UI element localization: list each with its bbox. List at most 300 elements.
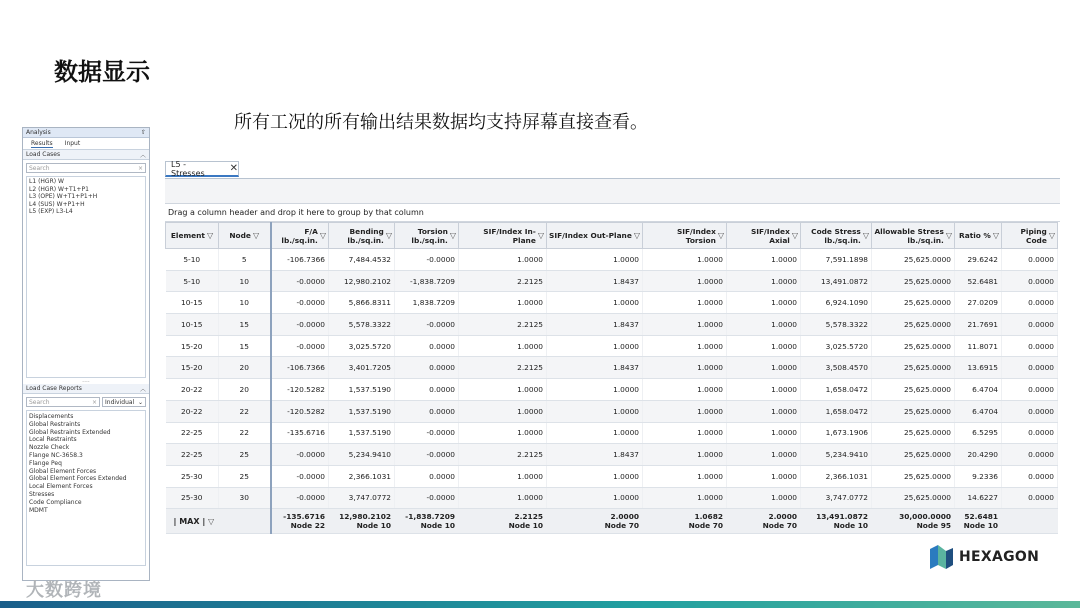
- table-cell: 3,747.0772: [329, 487, 395, 509]
- document-tab-strip: [165, 161, 1060, 179]
- table-cell: 1.0000: [459, 379, 547, 401]
- tab-label: L5 - Stresses: [171, 159, 205, 178]
- table-cell: 1.0000: [727, 357, 801, 379]
- clear-icon[interactable]: ×: [137, 164, 143, 172]
- max-value: 1.0682: [694, 512, 723, 522]
- filter-icon[interactable]: ▽: [717, 231, 724, 240]
- table-cell: -1,838.7209: [395, 270, 459, 292]
- table-cell: 25-30: [166, 465, 219, 487]
- table-cell: 0.0000: [1002, 465, 1058, 487]
- filter-icon[interactable]: ▽: [945, 231, 952, 240]
- filter-icon[interactable]: ▽: [992, 231, 999, 240]
- chevron-down-icon: ⌄: [137, 398, 143, 406]
- table-cell: 22-25: [166, 444, 219, 466]
- max-cell: [547, 509, 643, 534]
- max-node: Node 22: [290, 521, 325, 531]
- column-header-label: Code Stress: [811, 226, 861, 236]
- collapse-icon[interactable]: ︿: [139, 386, 146, 393]
- max-value: -1,838.7209: [405, 512, 455, 522]
- table-cell: 1.0000: [727, 314, 801, 336]
- table-cell: 1.0000: [459, 335, 547, 357]
- column-header-unit: lb./sq.in.: [411, 235, 448, 245]
- table-cell: 1.8437: [547, 314, 643, 336]
- tab-results[interactable]: Results: [31, 139, 53, 147]
- table-cell: 1.0000: [727, 335, 801, 357]
- filter-icon[interactable]: ▽: [537, 231, 544, 240]
- table-cell: 25,625.0000: [872, 444, 955, 466]
- table-cell: 5-10: [166, 249, 219, 271]
- column-header-unit: lb./sq.in.: [824, 235, 861, 245]
- reports-search-row: [26, 397, 146, 407]
- list-item[interactable]: Stresses: [29, 490, 55, 498]
- table-cell: 1.0000: [643, 444, 727, 466]
- table-cell: 0.0000: [395, 357, 459, 379]
- table-cell: 1.0000: [727, 292, 801, 314]
- table-cell: 9.2336: [955, 465, 1002, 487]
- table-cell: 0.0000: [395, 400, 459, 422]
- table-cell: 0.0000: [1002, 379, 1058, 401]
- table-cell: 1.0000: [547, 400, 643, 422]
- load-cases-header[interactable]: [23, 150, 149, 160]
- table-cell: 25,625.0000: [872, 270, 955, 292]
- reports-mode-value: Individual: [105, 398, 135, 406]
- table-cell: 25,625.0000: [872, 314, 955, 336]
- max-label: | MAX |: [173, 516, 206, 526]
- table-cell: 1,673.1906: [801, 422, 872, 444]
- column-header-label: SIF/Index Torsion: [676, 226, 716, 245]
- max-value: 2.2125: [514, 512, 543, 522]
- table-cell: 1.0000: [643, 357, 727, 379]
- table-cell: 25,625.0000: [872, 487, 955, 509]
- list-item[interactable]: L4 (SUS) W+P1+H: [29, 200, 85, 208]
- column-header[interactable]: [271, 223, 329, 249]
- max-cell: [955, 509, 1002, 534]
- max-cell: [872, 509, 955, 534]
- table-cell: -0.0000: [395, 422, 459, 444]
- table-cell: 15: [219, 335, 271, 357]
- table-row[interactable]: [166, 292, 1058, 314]
- table-cell: 6.5295: [955, 422, 1002, 444]
- load-cases-search-input[interactable]: [26, 163, 146, 173]
- list-item[interactable]: L5 (EXP) L3-L4: [29, 208, 73, 215]
- filter-icon[interactable]: ▽: [633, 231, 640, 240]
- column-header[interactable]: [219, 223, 271, 249]
- table-cell: -0.0000: [271, 487, 329, 509]
- table-cell: -106.7366: [271, 357, 329, 379]
- table-cell: 1.0000: [459, 292, 547, 314]
- filter-icon[interactable]: ▽: [791, 231, 798, 240]
- list-item[interactable]: Local Element Forces: [29, 483, 93, 491]
- table-cell: 7,484.4532: [329, 249, 395, 271]
- list-item[interactable]: Flange NC-3658.3: [29, 451, 83, 459]
- filter-icon[interactable]: ▽: [206, 231, 214, 240]
- table-row[interactable]: [166, 249, 1058, 271]
- list-item[interactable]: L3 (OPE) W+T1+P1+H: [29, 193, 98, 200]
- table-cell: 1.0000: [727, 400, 801, 422]
- table-cell: 2,366.1031: [329, 465, 395, 487]
- column-header-label: Node: [229, 231, 251, 240]
- table-cell: 25,625.0000: [872, 292, 955, 314]
- table-row[interactable]: [166, 444, 1058, 466]
- filter-icon[interactable]: ▽: [252, 231, 260, 240]
- max-node: Node 70: [688, 521, 723, 531]
- table-cell: 25,625.0000: [872, 422, 955, 444]
- table-cell: 1.0000: [547, 379, 643, 401]
- column-header-unit: lb./sq.in.: [281, 235, 318, 245]
- table-row[interactable]: [166, 270, 1058, 292]
- table-cell: 10: [219, 292, 271, 314]
- table-cell: -0.0000: [395, 249, 459, 271]
- max-cell: [643, 509, 727, 534]
- table-row[interactable]: [166, 400, 1058, 422]
- group-by-panel[interactable]: Drag a column header and drop it here to group by that column: [165, 204, 1060, 222]
- hexagon-logo-icon: [928, 545, 954, 569]
- list-item[interactable]: Global Restraints: [29, 420, 81, 428]
- logo-text: HEXAGON: [959, 549, 1040, 565]
- max-value: -135.6716: [283, 512, 325, 522]
- table-cell: 1.0000: [459, 249, 547, 271]
- column-header-label: Piping Code: [1020, 226, 1047, 245]
- table-cell: 0.0000: [395, 379, 459, 401]
- table-cell: -0.0000: [271, 465, 329, 487]
- table-cell: 21.7691: [955, 314, 1002, 336]
- table-cell: 1.0000: [727, 487, 801, 509]
- list-item[interactable]: Global Restraints Extended: [29, 428, 111, 436]
- table-cell: 1.0000: [459, 487, 547, 509]
- table-cell: 3,025.5720: [329, 335, 395, 357]
- column-header-unit: lb./sq.in.: [907, 235, 944, 245]
- tab-input[interactable]: Input: [64, 140, 81, 147]
- table-cell: 25,625.0000: [872, 335, 955, 357]
- table-cell: 1.0000: [547, 422, 643, 444]
- table-cell: 6,924.1090: [801, 292, 872, 314]
- list-item[interactable]: L2 (HGR) W+T1+P1: [29, 185, 89, 193]
- table-cell: 25: [219, 444, 271, 466]
- table-cell: 2.2125: [459, 270, 547, 292]
- table-cell: 0.0000: [1002, 487, 1058, 509]
- table-cell: -0.0000: [395, 314, 459, 336]
- table-cell: 10-15: [166, 292, 219, 314]
- max-cell: [727, 509, 801, 534]
- table-cell: 27.0209: [955, 292, 1002, 314]
- column-header[interactable]: [1002, 223, 1058, 249]
- max-label-cell: [166, 509, 271, 534]
- table-cell: 29.6242: [955, 249, 1002, 271]
- table-cell: 5,578.3322: [801, 314, 872, 336]
- max-node: Node 10: [356, 521, 391, 531]
- column-header-unit: lb./sq.in.: [347, 235, 384, 245]
- table-row[interactable]: [166, 422, 1058, 444]
- table-row[interactable]: [166, 465, 1058, 487]
- max-cell: [329, 509, 395, 534]
- table-cell: 1.8437: [547, 270, 643, 292]
- column-header-label: Bending: [349, 226, 384, 236]
- table-cell: -0.0000: [271, 314, 329, 336]
- table-cell: 6.4704: [955, 400, 1002, 422]
- table-cell: 14.6227: [955, 487, 1002, 509]
- stress-table: [165, 222, 1058, 534]
- column-header[interactable]: [329, 223, 395, 249]
- table-row[interactable]: [166, 335, 1058, 357]
- max-node: Node 10: [963, 521, 998, 531]
- list-item[interactable]: L1 (HGR) W: [29, 178, 64, 185]
- list-item[interactable]: Global Element Forces Extended: [29, 475, 127, 483]
- table-cell: 11.8071: [955, 335, 1002, 357]
- table-cell: 5,578.3322: [329, 314, 395, 336]
- load-cases-label: Load Cases: [26, 151, 61, 158]
- table-cell: 0.0000: [1002, 400, 1058, 422]
- table-cell: 0.0000: [1002, 422, 1058, 444]
- table-cell: 10: [219, 270, 271, 292]
- table-cell: 1.0000: [643, 270, 727, 292]
- table-cell: 10-15: [166, 314, 219, 336]
- table-cell: 1.0000: [643, 487, 727, 509]
- max-cell: [1002, 509, 1058, 534]
- table-cell: 1.0000: [727, 249, 801, 271]
- table-cell: -0.0000: [271, 292, 329, 314]
- table-cell: 2.2125: [459, 314, 547, 336]
- column-header-label: SIF/Index Axial: [750, 226, 790, 245]
- table-cell: 5,234.9410: [801, 444, 872, 466]
- column-header[interactable]: [955, 223, 1002, 249]
- list-item[interactable]: Nozzle Check: [29, 444, 70, 452]
- column-header-label: Torsion: [417, 226, 448, 236]
- table-cell: 52.6481: [955, 270, 1002, 292]
- table-cell: 1.0000: [459, 465, 547, 487]
- column-header[interactable]: [872, 223, 955, 249]
- filter-icon[interactable]: ▽: [1048, 231, 1055, 240]
- column-header[interactable]: [801, 223, 872, 249]
- filter-icon[interactable]: ▽: [862, 231, 869, 240]
- table-cell: 0.0000: [1002, 444, 1058, 466]
- table-cell: 2,366.1031: [801, 465, 872, 487]
- table-cell: 22: [219, 400, 271, 422]
- table-cell: 2.2125: [459, 357, 547, 379]
- table-cell: 1.0000: [727, 422, 801, 444]
- collapse-icon[interactable]: ︿: [139, 152, 146, 159]
- bottom-accent-bar: [0, 601, 1080, 608]
- list-item[interactable]: Code Compliance: [29, 498, 82, 506]
- table-cell: 20: [219, 357, 271, 379]
- table-cell: 1.0000: [727, 465, 801, 487]
- close-icon[interactable]: ✕: [229, 163, 238, 174]
- table-cell: 5,234.9410: [329, 444, 395, 466]
- table-cell: 1.0000: [727, 270, 801, 292]
- filter-icon[interactable]: ▽: [449, 231, 456, 240]
- column-header-label: SIF/Index Out-Plane: [549, 231, 632, 240]
- table-cell: 30: [219, 487, 271, 509]
- table-cell: 1.0000: [643, 465, 727, 487]
- column-header[interactable]: [547, 223, 643, 249]
- list-item[interactable]: Flange Peq: [29, 459, 62, 467]
- table-cell: 1.0000: [547, 487, 643, 509]
- table-cell: 0.0000: [395, 465, 459, 487]
- table-cell: 0.0000: [1002, 357, 1058, 379]
- table-cell: 1.0000: [643, 379, 727, 401]
- table-cell: 1.0000: [547, 465, 643, 487]
- table-cell: 3,401.7205: [329, 357, 395, 379]
- pin-icon[interactable]: ⇧: [140, 129, 146, 136]
- table-cell: 7,591.1898: [801, 249, 872, 271]
- table-cell: 13.6915: [955, 357, 1002, 379]
- table-row[interactable]: [166, 379, 1058, 401]
- table-cell: -0.0000: [271, 444, 329, 466]
- splitter-handle[interactable]: ....: [82, 377, 90, 384]
- table-cell: 6.4704: [955, 379, 1002, 401]
- list-item[interactable]: Local Restraints: [29, 436, 77, 444]
- watermark: 大数跨境: [26, 580, 102, 601]
- table-cell: 0.0000: [1002, 270, 1058, 292]
- max-summary-row: [166, 509, 1058, 534]
- list-item[interactable]: Global Element Forces: [29, 467, 97, 475]
- reports-list: [26, 410, 146, 566]
- reports-search-input[interactable]: [26, 397, 100, 407]
- table-cell: 22: [219, 422, 271, 444]
- table-row[interactable]: [166, 314, 1058, 336]
- column-header[interactable]: [395, 223, 459, 249]
- max-node: Node 70: [604, 521, 639, 531]
- column-header-label: Element: [170, 231, 205, 240]
- list-item[interactable]: Displacements: [29, 413, 74, 420]
- table-cell: 0.0000: [395, 335, 459, 357]
- table-cell: 1.0000: [643, 335, 727, 357]
- table-cell: 5-10: [166, 270, 219, 292]
- table-cell: -0.0000: [395, 487, 459, 509]
- max-cell: [801, 509, 872, 534]
- table-cell: 1.0000: [547, 335, 643, 357]
- analysis-panel-title: Analysis: [26, 129, 51, 136]
- filter-icon[interactable]: ▽: [385, 231, 392, 240]
- column-header[interactable]: [166, 223, 219, 249]
- max-value: 2.0000: [768, 512, 797, 522]
- reports-header[interactable]: [23, 384, 149, 394]
- table-cell: 20: [219, 379, 271, 401]
- max-value: 12,980.2102: [339, 512, 391, 522]
- table-cell: 15: [219, 314, 271, 336]
- table-cell: 15-20: [166, 335, 219, 357]
- max-node: Node 10: [508, 521, 543, 531]
- max-cell: [395, 509, 459, 534]
- tab-l5-stresses[interactable]: [165, 161, 239, 177]
- slide-title: 数据显示: [54, 58, 150, 86]
- table-cell: 0.0000: [1002, 314, 1058, 336]
- table-cell: 1.0000: [727, 379, 801, 401]
- analysis-panel-header: [23, 128, 149, 138]
- table-cell: 1.0000: [643, 400, 727, 422]
- column-header[interactable]: [459, 223, 547, 249]
- table-cell: 0.0000: [1002, 292, 1058, 314]
- table-cell: -120.5282: [271, 379, 329, 401]
- table-cell: 1.8437: [547, 444, 643, 466]
- table-cell: 20-22: [166, 400, 219, 422]
- table-cell: 3,747.0772: [801, 487, 872, 509]
- filter-icon[interactable]: ▽: [205, 516, 215, 526]
- table-cell: 5,866.8311: [329, 292, 395, 314]
- table-cell: 12,980.2102: [329, 270, 395, 292]
- table-cell: 1.0000: [643, 422, 727, 444]
- slide-subtitle: 所有工况的所有输出结果数据均支持屏幕直接查看。: [234, 112, 648, 133]
- column-header-label: Allowable Stress: [874, 226, 944, 236]
- table-row[interactable]: [166, 357, 1058, 379]
- table-cell: 1.0000: [727, 444, 801, 466]
- table-cell: -120.5282: [271, 400, 329, 422]
- max-value: 2.0000: [610, 512, 639, 522]
- table-cell: 1.0000: [643, 249, 727, 271]
- table-cell: -106.7366: [271, 249, 329, 271]
- column-header-label: Ratio %: [959, 231, 991, 240]
- toolbar-area: [165, 179, 1060, 204]
- table-cell: 25,625.0000: [872, 357, 955, 379]
- column-header[interactable]: [727, 223, 801, 249]
- table-cell: 25,625.0000: [872, 465, 955, 487]
- load-cases-list: [26, 176, 146, 378]
- table-cell: 5: [219, 249, 271, 271]
- analysis-panel: [22, 127, 150, 581]
- max-cell: [459, 509, 547, 534]
- table-cell: 20.4290: [955, 444, 1002, 466]
- filter-icon[interactable]: ▽: [319, 231, 326, 240]
- table-cell: 20-22: [166, 379, 219, 401]
- table-cell: 1,537.5190: [329, 422, 395, 444]
- table-cell: 0.0000: [1002, 335, 1058, 357]
- table-cell: -0.0000: [271, 270, 329, 292]
- max-cell: [271, 509, 329, 534]
- table-row[interactable]: [166, 487, 1058, 509]
- table-cell: 1,838.7209: [395, 292, 459, 314]
- clear-icon[interactable]: ×: [91, 398, 97, 406]
- table-cell: 25-30: [166, 487, 219, 509]
- max-node: Node 10: [833, 521, 868, 531]
- table-cell: -0.0000: [395, 444, 459, 466]
- table-cell: 0.0000: [1002, 249, 1058, 271]
- stresses-window: [165, 161, 1060, 531]
- table-cell: 25,625.0000: [872, 379, 955, 401]
- table-cell: 3,025.5720: [801, 335, 872, 357]
- search-placeholder: Search: [29, 164, 50, 172]
- table-cell: 1,537.5190: [329, 400, 395, 422]
- table-cell: 1.0000: [643, 314, 727, 336]
- table-cell: 13,491.0872: [801, 270, 872, 292]
- table-cell: 1,537.5190: [329, 379, 395, 401]
- table-cell: 1,658.0472: [801, 400, 872, 422]
- max-value: 13,491.0872: [816, 512, 868, 522]
- table-cell: 1.0000: [547, 249, 643, 271]
- max-node: Node 70: [762, 521, 797, 531]
- table-cell: 1.0000: [547, 292, 643, 314]
- table-cell: 25,625.0000: [872, 400, 955, 422]
- table-cell: 15-20: [166, 357, 219, 379]
- table-cell: 3,508.4570: [801, 357, 872, 379]
- column-header-label: F/A: [304, 226, 318, 236]
- table-cell: 25: [219, 465, 271, 487]
- analysis-tabs: [23, 138, 149, 150]
- search-placeholder: Search: [29, 398, 50, 406]
- table-cell: 1.0000: [459, 422, 547, 444]
- column-header[interactable]: [643, 223, 727, 249]
- table-cell: 25,625.0000: [872, 249, 955, 271]
- table-cell: 22-25: [166, 422, 219, 444]
- list-item[interactable]: MDMT: [29, 506, 48, 514]
- reports-label: Load Case Reports: [26, 385, 82, 392]
- table-cell: -135.6716: [271, 422, 329, 444]
- table-cell: 1.0000: [643, 292, 727, 314]
- max-value: 30,000.0000: [899, 512, 951, 522]
- column-header-label: SIF/Index In-Plane: [483, 226, 536, 245]
- table-cell: -0.0000: [271, 335, 329, 357]
- max-node: Node 10: [420, 521, 455, 531]
- reports-mode-select[interactable]: [102, 397, 146, 407]
- hexagon-logo: [928, 545, 1039, 569]
